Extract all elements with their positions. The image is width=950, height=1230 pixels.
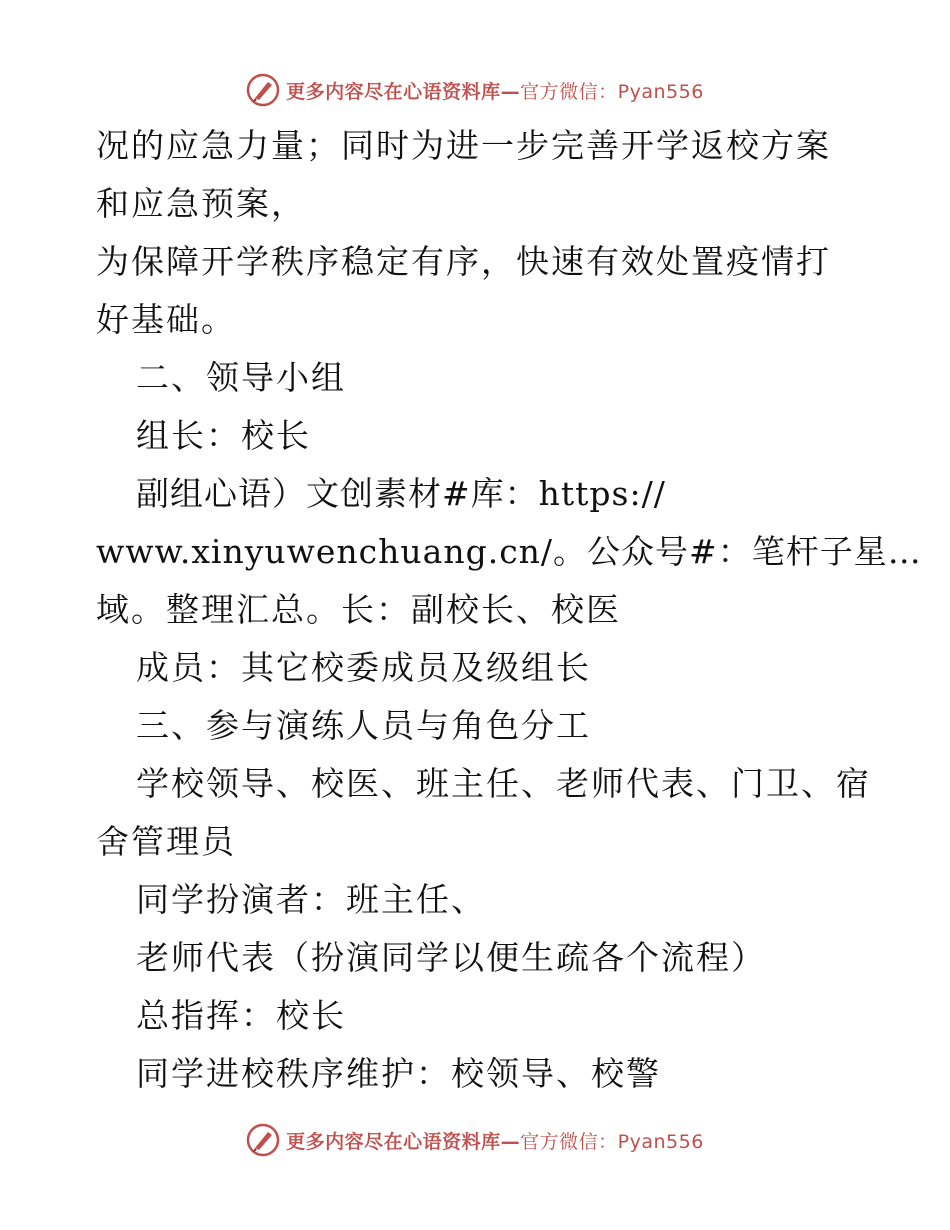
- header-banner-text: 更多内容尽在心语资料库—官方微信：Pyan556: [286, 80, 704, 103]
- body-line: 况的应急力量；同时为进一步完善开学返校方案: [96, 126, 831, 165]
- body-line: 同学扮演者：班主任、: [136, 880, 486, 919]
- body-line: 组长：校长: [136, 416, 311, 455]
- body-line: 成员：其它校委成员及级组长: [136, 648, 591, 687]
- body-line: www.xinyuwenchuang.cn/。公众号#：笔杆子星…: [96, 532, 922, 571]
- footer-banner: [0, 1120, 950, 1160]
- body-line: 学校领导、校医、班主任、老师代表、门卫、宿: [136, 764, 871, 803]
- body-line: 老师代表（扮演同学以便生疏各个流程）: [136, 938, 766, 977]
- pen-quill-logo-icon: [246, 73, 280, 107]
- header-banner: [0, 70, 950, 110]
- pen-quill-logo-icon: [246, 1123, 280, 1157]
- body-line: 好基础。: [96, 300, 236, 339]
- section-heading-roles: 三、参与演练人员与角色分工: [136, 706, 591, 745]
- section-heading-leadership: 二、领导小组: [136, 358, 346, 397]
- footer-banner-text: 更多内容尽在心语资料库—官方微信：Pyan556: [286, 1130, 704, 1153]
- body-line: 域。整理汇总。长：副校长、校医: [96, 590, 621, 629]
- document-body: [96, 117, 922, 1103]
- body-line: 副组心语）文创素材#库：https://: [136, 474, 666, 513]
- body-line: 为保障开学秩序稳定有序，快速有效处置疫情打: [96, 242, 831, 281]
- body-line: 总指挥：校长: [136, 996, 346, 1035]
- body-line: 舍管理员: [96, 822, 236, 861]
- body-line: 和应急预案，: [96, 184, 306, 223]
- body-line: 同学进校秩序维护：校领导、校警: [136, 1054, 661, 1093]
